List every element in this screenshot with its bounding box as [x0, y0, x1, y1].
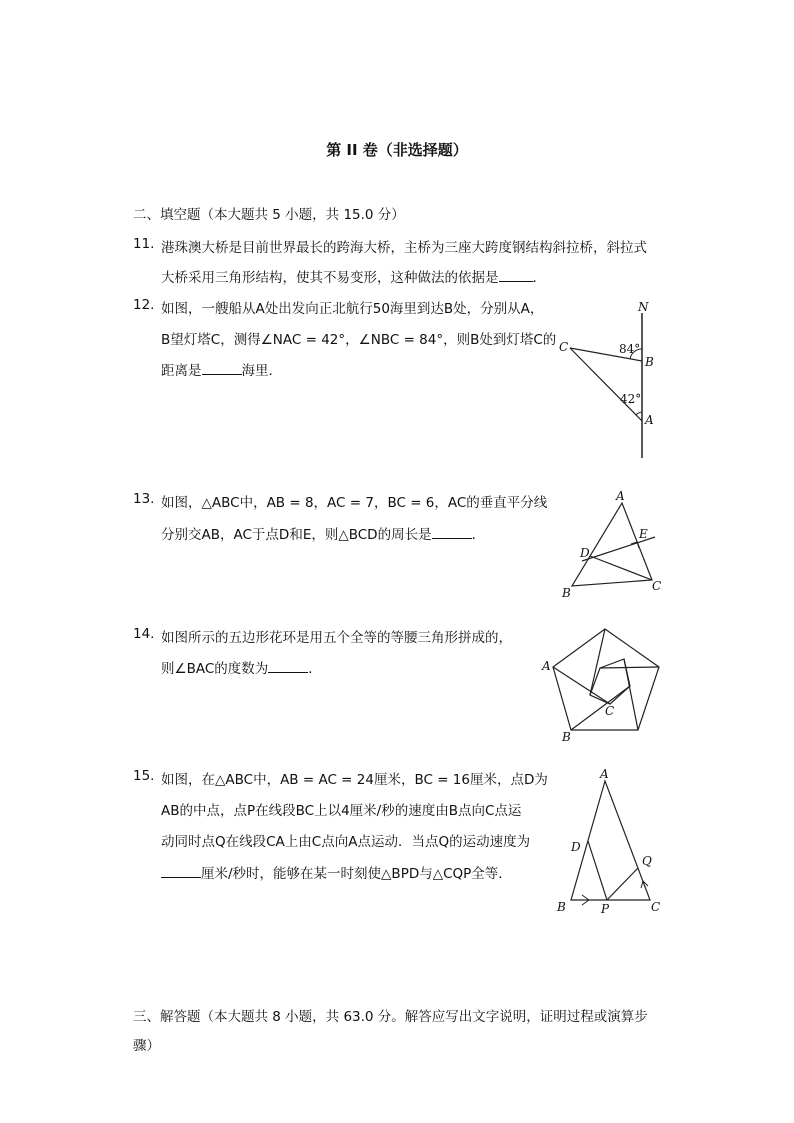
question-text: 如图，△ABC中，AB = 8，AC = 7，BC = 6，AC的垂直平分线: [161, 495, 548, 511]
question-text-part: 海里．: [241, 363, 282, 379]
label-n: N: [638, 300, 649, 314]
label-c: C: [651, 900, 661, 914]
question-text-part: 厘米/秒时，能够在某一时刻使△BPD与△CQP全等．: [201, 866, 512, 882]
label-b: B: [645, 355, 654, 369]
label-a: A: [600, 767, 609, 781]
question-text: 如图，在△ABC中，AB = AC = 24厘米，BC = 16厘米，点D为: [161, 772, 548, 788]
question-text-part: 则∠BAC的度数为: [161, 661, 269, 677]
label-q: Q: [642, 854, 652, 868]
question-text: 如图，一艘船从A处出发向正北航行50海里到达B处，分别从A，: [161, 301, 544, 317]
question-text-part: 分别交AB，AC于点D和E，则△BCD的周长是: [161, 527, 432, 543]
question-text: AB的中点，点P在线段BC上以4厘米/秒的速度由B点向C点运: [161, 803, 522, 819]
label-b: B: [557, 900, 566, 914]
question-text-part: ．: [308, 661, 322, 677]
question-text-part: ．: [471, 527, 486, 543]
question-number: 15.: [133, 768, 155, 784]
label-a: A: [616, 489, 625, 503]
question-number: 14.: [133, 626, 155, 642]
label-d: D: [571, 840, 581, 854]
question-number: 13.: [133, 491, 155, 507]
question-text-part: ．: [532, 270, 546, 286]
label-b: B: [562, 586, 571, 600]
question-text: 动同时点Q在线段CA上由C点向A点运动．当点Q的运动速度为: [161, 834, 531, 850]
label-b: B: [562, 730, 571, 744]
question-number: 11.: [133, 236, 155, 252]
question-text: B望灯塔C，测得∠NAC = 42°，∠NBC = 84°，则B处到灯塔C的: [161, 332, 557, 348]
question-text: 如图所示的五边形花环是用五个全等的等腰三角形拼成的，: [161, 630, 512, 646]
angle-label-84: 84°: [619, 342, 641, 356]
question-text-part: 距离是: [161, 363, 202, 379]
triangle-abc: [571, 781, 650, 900]
section-header-fill-blank: 二、填空题（本大题共 5 小题，共 15.0 分）: [133, 207, 405, 223]
label-a: A: [645, 413, 654, 427]
page-title: 第 II 卷（非选择题）: [326, 141, 468, 159]
segment-pq: [607, 868, 638, 900]
label-c: C: [559, 340, 569, 354]
angle-label-42: 42°: [620, 392, 642, 406]
section-header-solutions: 三、解答题（本大题共 8 小题，共 63.0 分。解答应写出文字说明，证明过程或演算步: [133, 1009, 648, 1025]
question-number: 12.: [133, 297, 155, 313]
label-d: D: [580, 546, 590, 560]
question-text-part: 大桥采用三角形结构，使其不易变形，这种做法的依据是: [161, 270, 499, 286]
segment-dp: [588, 841, 607, 900]
label-c: C: [605, 704, 615, 718]
label-p: P: [601, 902, 610, 916]
label-e: E: [639, 527, 648, 541]
label-c: C: [652, 579, 662, 593]
section-header-solutions-cont: 骤）: [133, 1038, 160, 1054]
label-a: A: [542, 659, 551, 673]
question-text: 港珠澳大桥是目前世界最长的跨海大桥，主桥为三座大跨度钢结构斜拉桥，斜拉式: [161, 240, 647, 256]
